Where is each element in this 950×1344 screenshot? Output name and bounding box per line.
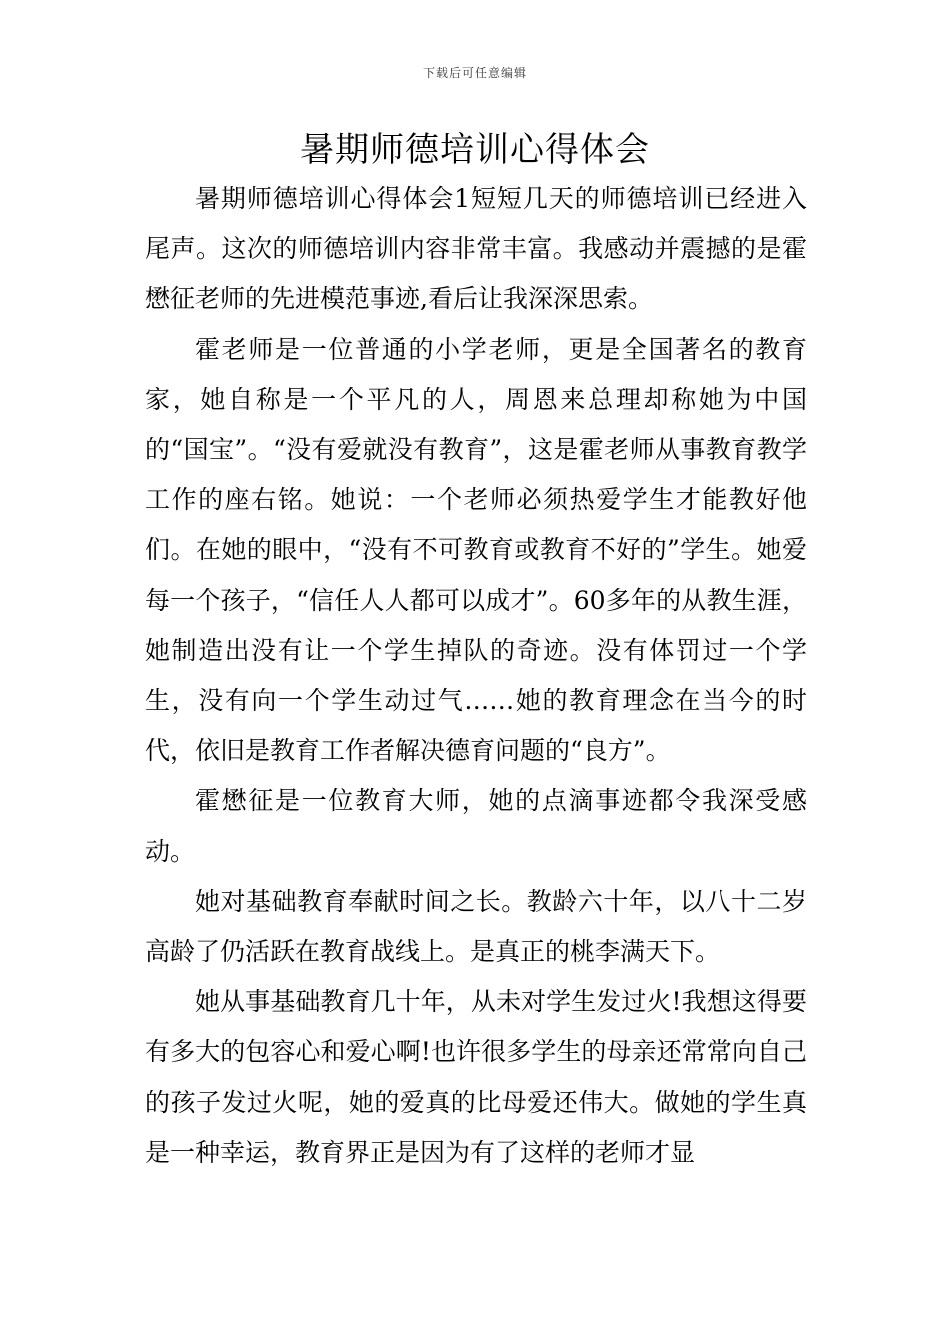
paragraph: 霍懋征是一位教育大师，她的点滴事迹都令我深受感动。 — [145, 786, 807, 866]
paragraph: 霍老师是一位普通的小学老师，更是全国著名的教育家，她自称是一个平凡的人，周恩来总理却称她为中国的“国宝”。“没有爱就没有教育”，这是霍老师从事教育教学工作的座右铭。她说：一个老师必须热爱学生才能教好他们。在她的眼中，“没有不可教育或教育不好的”学生。她爱每一个孩子，“信任人人都可以成才”。60多年的从教生涯，她制造出没有让一个学生掉队的奇迹。没有体罚过一个学生，没有向一个学生动过气……她的教育理念在当今的时代，依旧是教育工作者解决德育问题的“良方”。 — [145, 334, 807, 766]
header-note: 下载后可任意编辑 — [422, 66, 527, 80]
paragraph: 暑期师德培训心得体会1短短几天的师德培训已经进入尾声。这次的师德培训内容非常丰富。我感动并震撼的是霍懋征老师的先进模范事迹,看后让我深深思索。 — [145, 184, 807, 314]
paragraph: 她从事基础教育几十年，从未对学生发过火!我想这得要有多大的包容心和爱心啊!也许很多学生的母亲还常常向自己的孩子发过火呢，她的爱真的比母爱还伟大。做她的学生真是一种幸运，教育界正是因为有了这样的老师才显 — [145, 987, 807, 1167]
paragraph: 她对基础教育奉献时间之长。教龄六十年，以八十二岁高龄了仍活跃在教育战线上。是真正的桃李满天下。 — [145, 886, 807, 967]
document-title: 暑期师德培训心得体会 — [300, 130, 650, 170]
document-body — [145, 174, 807, 1178]
